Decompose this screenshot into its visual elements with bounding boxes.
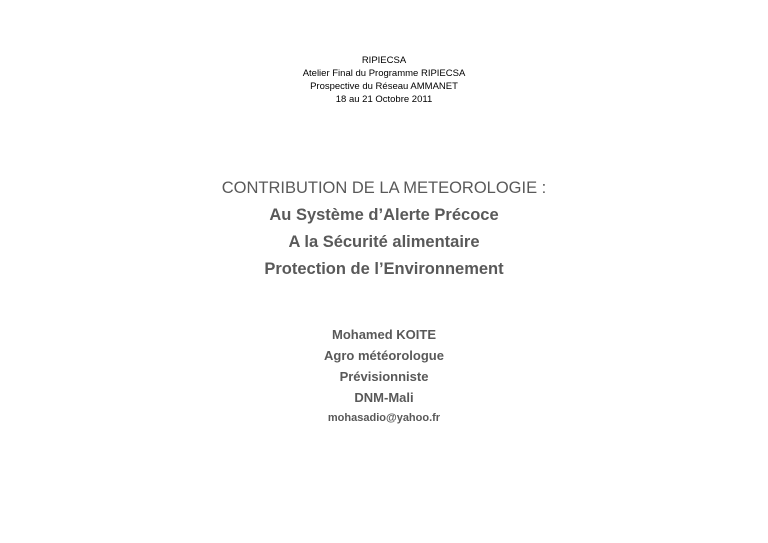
header-dates: 18 au 21 Octobre 2011 — [335, 94, 433, 105]
header-workshop: Atelier Final du Programme RIPIECSA — [302, 68, 466, 79]
subtitle-food-security: A la Sécurité alimentaire — [288, 233, 480, 251]
author-name: Mohamed KOITE — [331, 327, 436, 342]
title-block — [0, 175, 768, 283]
author-email: mohasadio@yahoo.fr — [327, 412, 441, 424]
event-header — [0, 54, 768, 106]
author-organization: DNM-Mali — [354, 390, 414, 405]
header-program: RIPIECSA — [361, 55, 407, 66]
header-network: Prospective du Réseau AMMANET — [310, 81, 458, 92]
subtitle-early-warning: Au Système d’Alerte Précoce — [269, 206, 499, 224]
main-title: CONTRIBUTION DE LA METEOROLOGIE : — [221, 179, 547, 197]
author-role-forecaster: Prévisionniste — [339, 369, 429, 384]
subtitle-environment: Protection de l’Environnement — [264, 260, 504, 278]
author-block — [0, 324, 768, 429]
author-role-agro: Agro météorologue — [324, 348, 444, 363]
